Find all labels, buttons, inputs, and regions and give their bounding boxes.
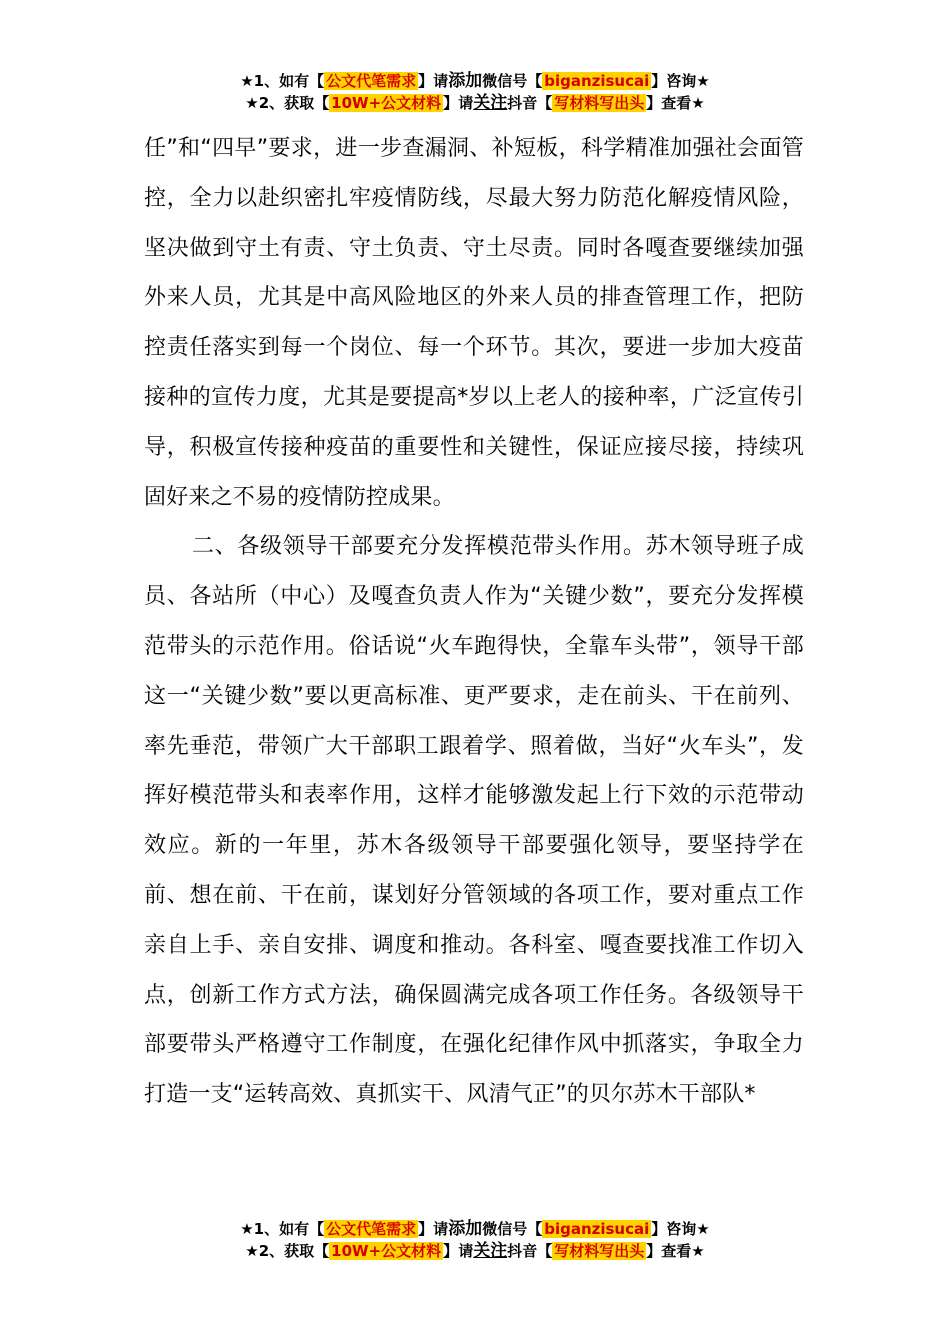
footer-line1-text-2: 微信号 [482,1220,528,1238]
banner-line2-bracket-open-2: 【 [537,94,553,112]
banner-line2-bracket-close-2: 】 [646,94,662,112]
footer-line2-emphasis: 关注 [473,1241,508,1261]
footer-line1-text: 请 [433,1220,449,1238]
document-body [144,124,804,1120]
banner-line1-emphasis: 添加 [448,71,483,91]
footer-line2-text-2: 抖音 [507,1242,538,1260]
banner-line1-bracket-close-2: 】 [651,72,667,90]
banner-line1-bracket-open-2: 【 [527,72,543,90]
footer-banner-line-1 [0,1218,950,1240]
footer-line2-bracket-open: 【 [314,1242,330,1260]
footer-line1-highlight-service: 公文代笔需求 [326,1220,417,1238]
banner-line1-highlight-wechat: biganzisucai [544,72,650,90]
banner-line1-prefix: ★1、如有 [240,72,310,90]
banner-line2-bracket-open: 【 [314,94,330,112]
banner-line2-highlight-materials: 10W+公文材料 [331,94,442,112]
footer-line2-highlight-account: 写材料写出头 [554,1242,645,1260]
paragraph-continuation: 任”和“四早”要求，进一步查漏洞、补短板，科学精准加强社会面管控，全力以赴织密扎牢疫情防线，尽最大努力防范化解疫情风险，坚决做到守土有责、守土负责、守土尽责。同时各嘎查要继续加强外来人员，尤其是中高风险地区的外来人员的排查管理工作，把防控责任落实到每一个岗位、每一个环节。其次，要进一步加大疫苗接种的宣传力度，尤其是要提高*岁以上老人的接种率，广泛宣传引导，积极宣传接种疫苗的重要性和关键性，保证应接尽接，持续巩固好来之不易的疫情防控成果。 [144,136,804,510]
footer-line2-bracket-close: 】 [443,1242,459,1260]
banner-line1-highlight-service: 公文代笔需求 [326,72,417,90]
banner-line2-prefix: ★2、获取 [245,94,315,112]
footer-line1-bracket-close: 】 [418,1220,434,1238]
footer-line2-text: 请 [458,1242,474,1260]
footer-line2-prefix: ★2、获取 [245,1242,315,1260]
banner-line2-emphasis: 关注 [473,93,508,113]
banner-line1-bracket-close: 】 [418,72,434,90]
banner-line2-bracket-close: 】 [443,94,459,112]
paragraph-section-two: 二、各级领导干部要充分发挥模范带头作用。苏木领导班子成员、各站所（中心）及嘎查负责人作为“关键少数”，要充分发挥模范带头的示范作用。俗话说“火车跑得快，全靠车头带”，领导干部这一“关键少数”要以更高标准、更严要求，走在前头、干在前列、率先垂范，带领广大干部职工跟着学、照着做，当好“火车头”，发挥好模范带头和表率作用，这样才能够激发起上行下效的示范带动效应。新的一年里，苏木各级领导干部要强化领导，要坚持学在前、想在前、干在前，谋划好分管领域的各项工作，要对重点工作亲自上手、亲自安排、调度和推动。各科室、嘎查要找准工作切入点，创新工作方式方法，确保圆满完成各项工作任务。各级领导干部要带头严格遵守工作制度，在强化纪律作风中抓落实，争取全力打造一支“运转高效、真抓实干、风清气正”的贝尔苏木干部队* [144,534,804,1108]
banner-line1-text: 请 [433,72,449,90]
banner-line2-text-2: 抖音 [507,94,538,112]
footer-line1-bracket-open-2: 【 [527,1220,543,1238]
footer-line1-suffix: 咨询★ [666,1220,710,1238]
banner-line2-text: 请 [458,94,474,112]
footer-banner-line-2 [0,1240,950,1262]
footer-line2-suffix: 查看★ [661,1242,705,1260]
banner-line1-suffix: 咨询★ [666,72,710,90]
banner-line2-highlight-account: 写材料写出头 [554,94,645,112]
footer-line1-highlight-wechat: biganzisucai [544,1220,650,1238]
footer-line1-emphasis: 添加 [448,1219,483,1239]
footer-line1-bracket-close-2: 】 [651,1220,667,1238]
footer-line2-bracket-close-2: 】 [646,1242,662,1260]
banner-line2-suffix: 查看★ [661,94,705,112]
header-banner [0,70,950,114]
banner-line1-text-2: 微信号 [482,72,528,90]
banner-line1-bracket-open: 【 [309,72,325,90]
footer-line2-bracket-open-2: 【 [537,1242,553,1260]
banner-line-2 [0,92,950,114]
footer-line1-bracket-open: 【 [309,1220,325,1238]
banner-line-1 [0,70,950,92]
footer-line1-prefix: ★1、如有 [240,1220,310,1238]
footer-banner [0,1218,950,1262]
footer-line2-highlight-materials: 10W+公文材料 [331,1242,442,1260]
